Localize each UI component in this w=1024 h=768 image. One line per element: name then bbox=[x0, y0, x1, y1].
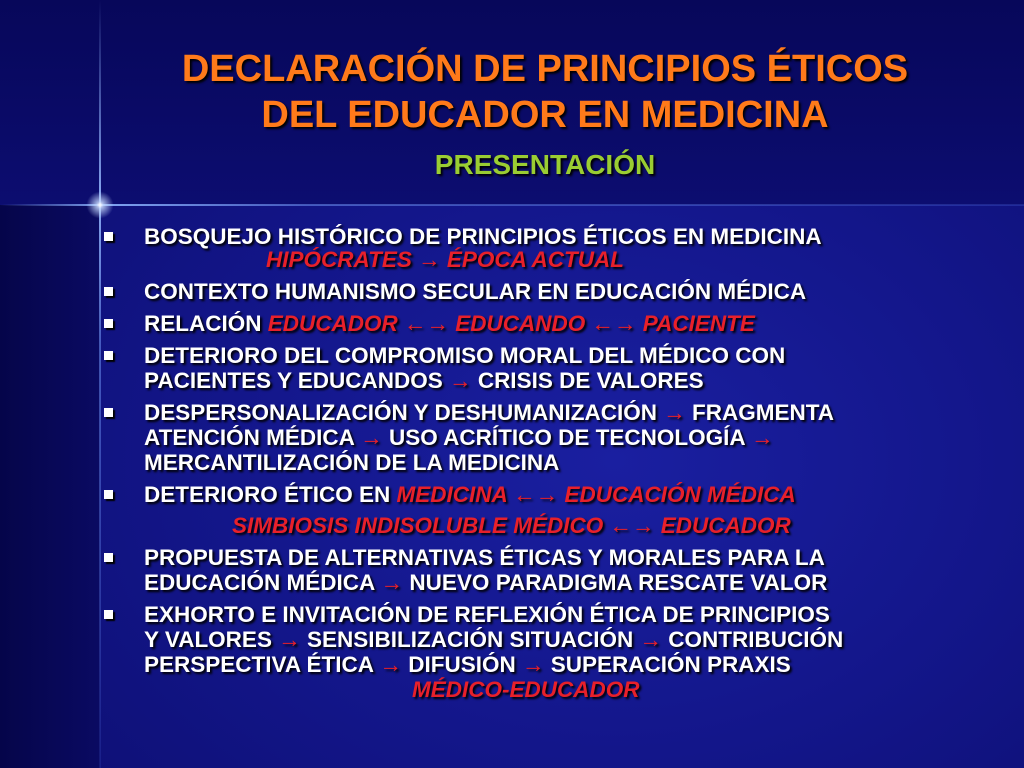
square-bullet-icon bbox=[104, 351, 113, 360]
list-item bbox=[100, 224, 1000, 272]
item-subline: MÉDICO-EDUCADOR bbox=[412, 677, 640, 702]
item-line-2 bbox=[144, 570, 1000, 595]
square-bullet-icon bbox=[104, 408, 113, 417]
list-item bbox=[100, 279, 1000, 304]
item-line-2-b: CRISIS DE VALORES bbox=[471, 368, 704, 393]
right-arrow-icon: → bbox=[639, 627, 662, 652]
square-bullet-icon bbox=[104, 553, 113, 562]
left-right-arrow-icon: ←→ bbox=[591, 311, 637, 336]
item-red-a: EDUCADOR bbox=[267, 311, 405, 336]
item-subline bbox=[144, 513, 1000, 538]
right-arrow-icon: → bbox=[418, 247, 441, 272]
item-line-1-a: DESPERSONALIZACIÓN Y DESHUMANIZACIÓN bbox=[144, 400, 664, 425]
item-line-1: DETERIORO DEL COMPROMISO MORAL DEL MÉDICO CON bbox=[144, 343, 786, 368]
item-line-1-b: FRAGMENTA bbox=[685, 400, 835, 425]
item-line-1: PROPUESTA DE ALTERNATIVAS ÉTICAS Y MORALES PARA LA bbox=[144, 545, 825, 570]
item-line-1 bbox=[144, 400, 1000, 425]
item-line-2-a: EDUCACIÓN MÉDICA bbox=[144, 570, 381, 595]
square-bullet-icon bbox=[104, 287, 113, 296]
list-item bbox=[100, 400, 1000, 475]
item-line-1: EXHORTO E INVITACIÓN DE REFLEXIÓN ÉTICA DE PRINCIPIOS bbox=[144, 602, 830, 627]
item-subline bbox=[144, 247, 1000, 272]
left-right-arrow-icon: ←→ bbox=[513, 482, 559, 507]
title-line-1: DECLARACIÓN DE PRINCIPIOS ÉTICOS bbox=[181, 48, 909, 90]
right-arrow-icon: → bbox=[379, 652, 402, 677]
item-sub-b: EDUCADOR bbox=[654, 513, 791, 538]
right-arrow-icon: → bbox=[663, 400, 686, 425]
item-line-2 bbox=[144, 425, 1000, 450]
list-item bbox=[100, 545, 1000, 595]
item-line-3 bbox=[144, 652, 1000, 677]
right-arrow-icon: → bbox=[449, 368, 472, 393]
item-text: CONTEXTO HUMANISMO SECULAR EN EDUCACIÓN MÉDICA bbox=[144, 279, 807, 304]
item-text-pre: RELACIÓN bbox=[144, 311, 268, 336]
horizontal-light-line bbox=[0, 204, 1024, 206]
item-text-pre: DETERIORO ÉTICO EN bbox=[144, 482, 397, 507]
item-line-2-a: ATENCIÓN MÉDICA bbox=[144, 425, 361, 450]
list-item bbox=[100, 311, 1000, 336]
item-line-2-b: NUEVO PARADIGMA RESCATE VALOR bbox=[403, 570, 828, 595]
item-line-3-b: DIFUSIÓN bbox=[401, 652, 522, 677]
bullet-list bbox=[100, 224, 1000, 709]
slide-title bbox=[110, 46, 980, 138]
right-arrow-icon: → bbox=[278, 627, 301, 652]
list-item bbox=[100, 343, 1000, 393]
item-line-3: MERCANTILIZACIÓN DE LA MEDICINA bbox=[144, 450, 560, 475]
right-arrow-icon: → bbox=[521, 652, 545, 677]
item-sub-a: HIPÓCRATES bbox=[266, 247, 412, 272]
list-item bbox=[100, 602, 1000, 702]
item-text: BOSQUEJO HISTÓRICO DE PRINCIPIOS ÉTICOS EN MEDICINA bbox=[144, 224, 822, 249]
item-line-2-a: Y VALORES bbox=[144, 627, 279, 652]
square-bullet-icon bbox=[104, 610, 113, 619]
item-red-c: PACIENTE bbox=[636, 311, 755, 336]
item-sub-a: SIMBIOSIS INDISOLUBLE MÉDICO bbox=[232, 513, 610, 538]
left-right-arrow-icon: ←→ bbox=[609, 513, 655, 538]
item-line-2 bbox=[144, 368, 1000, 393]
item-line-2-c: CONTRIBUCIÓN bbox=[661, 627, 844, 652]
item-line-3-a: PERSPECTIVA ÉTICA bbox=[144, 652, 380, 677]
slide-subtitle: PRESENTACIÓN bbox=[434, 149, 656, 180]
title-line-2: DEL EDUCADOR EN MEDICINA bbox=[261, 94, 829, 136]
left-right-arrow-icon: ←→ bbox=[404, 311, 450, 336]
item-red-b: EDUCANDO bbox=[449, 311, 592, 336]
item-red-b: EDUCACIÓN MÉDICA bbox=[558, 482, 796, 507]
list-item bbox=[100, 482, 1000, 538]
sparkle-icon bbox=[84, 189, 116, 221]
square-bullet-icon bbox=[104, 490, 113, 499]
right-arrow-icon: → bbox=[751, 425, 774, 450]
item-line-2-a: PACIENTES Y EDUCANDOS bbox=[144, 368, 450, 393]
item-line-3-c: SUPERACIÓN PRAXIS bbox=[544, 652, 791, 677]
item-line-2-b: USO ACRÍTICO DE TECNOLOGÍA bbox=[382, 425, 752, 450]
item-sub-b: ÉPOCA ACTUAL bbox=[446, 247, 624, 272]
square-bullet-icon bbox=[104, 232, 113, 241]
item-line-2 bbox=[144, 627, 1000, 652]
item-line-2-b: SENSIBILIZACIÓN SITUACIÓN bbox=[300, 627, 640, 652]
right-arrow-icon: → bbox=[360, 425, 383, 450]
item-red-a: MEDICINA bbox=[396, 482, 514, 507]
right-arrow-icon: → bbox=[380, 570, 404, 595]
square-bullet-icon bbox=[104, 319, 113, 328]
